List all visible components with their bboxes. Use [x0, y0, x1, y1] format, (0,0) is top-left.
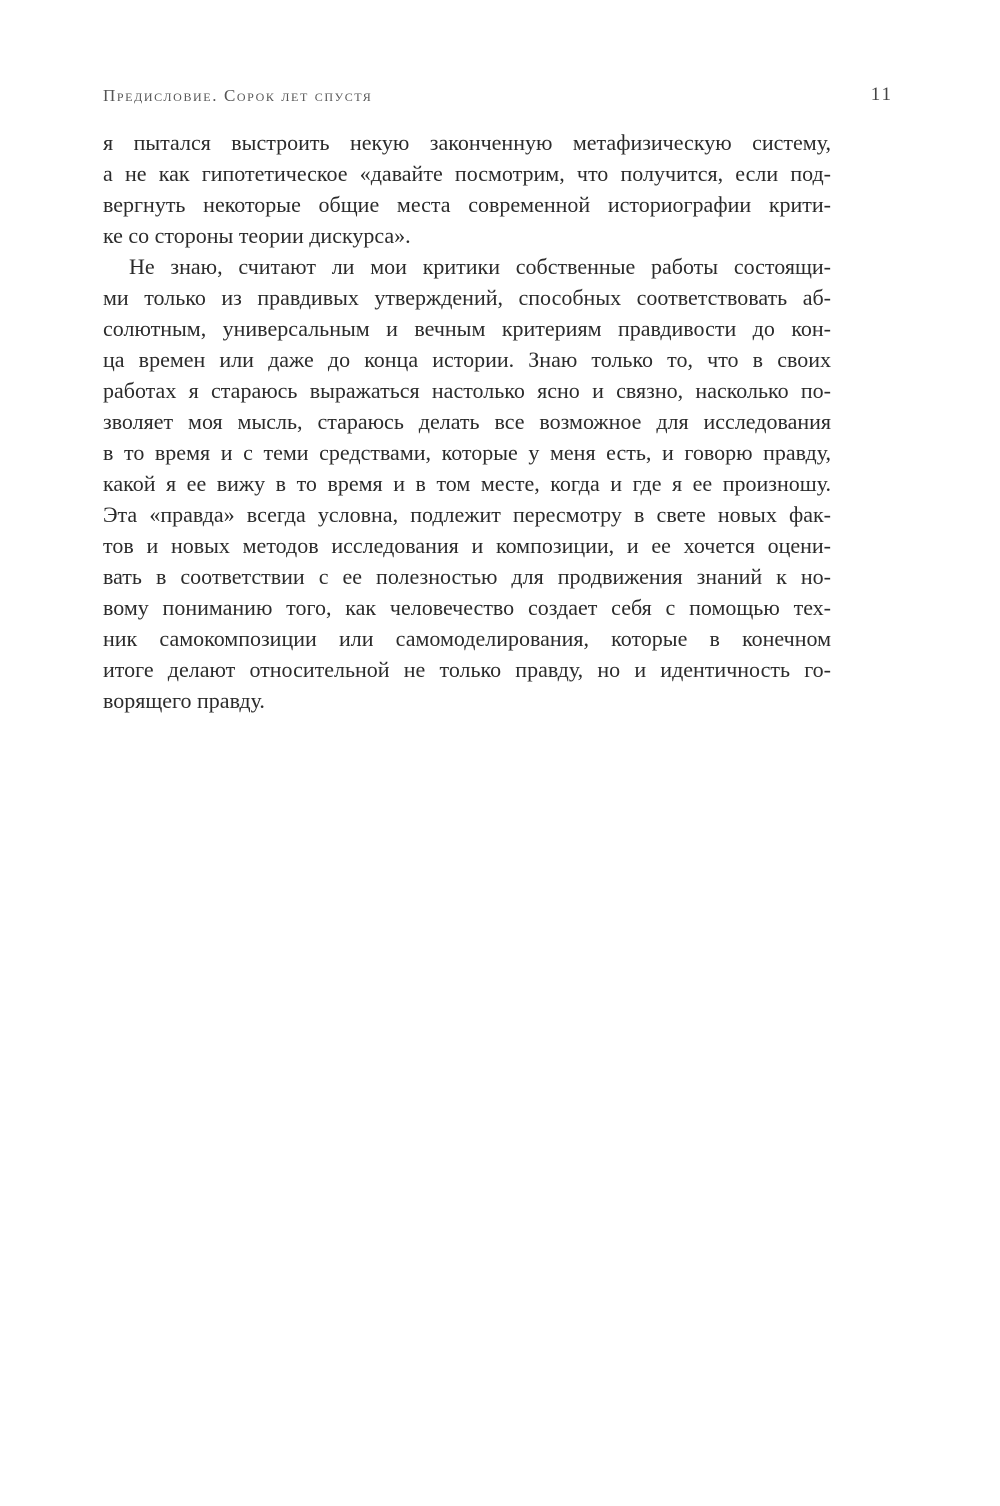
text-line: ворящего правду.	[103, 688, 265, 713]
text-line: зволяет моя мысль, стараюсь делать все возможное для исследования	[103, 409, 831, 434]
text-line: ми только из правдивых утверждений, способных соответствовать аб-	[103, 285, 831, 310]
text-line: итоге делают относительной не только правду, но и идентичность го-	[103, 657, 831, 682]
running-head: Предисловие. Сорок лет спустя	[103, 86, 373, 105]
text-line: а не как гипотетическое «давайте посмотрим, что получится, если под-	[103, 161, 831, 186]
paragraph	[103, 127, 831, 251]
text-line: ца времен или даже до конца истории. Знаю только то, что в своих	[103, 347, 831, 372]
page-number: 11	[870, 84, 893, 105]
paragraph	[103, 251, 831, 716]
text-line: Не знаю, считают ли мои критики собственные работы состоящи-	[129, 254, 831, 279]
text-line: вергнуть некоторые общие места современной историографии крити-	[103, 192, 831, 217]
body-text	[103, 127, 831, 716]
text-line: я пытался выстроить некую законченную метафизическую систему,	[103, 130, 831, 155]
text-line: солютным, универсальным и вечным критериям правдивости до кон-	[103, 316, 831, 341]
text-line: в то время и с теми средствами, которые у меня есть, и говорю правду,	[103, 440, 831, 465]
text-line: вому пониманию того, как человечество создает себя с помощью тех-	[103, 595, 831, 620]
text-line: какой я ее вижу в то время и в том месте, когда и где я ее произношу.	[103, 471, 831, 496]
text-line: тов и новых методов исследования и композиции, и ее хочется оцени-	[103, 533, 831, 558]
text-line: вать в соответствии с ее полезностью для продвижения знаний к но-	[103, 564, 831, 589]
text-line: Эта «правда» всегда условна, подлежит пересмотру в свете новых фак-	[103, 502, 831, 527]
text-line: ке со стороны теории дискурса».	[103, 223, 411, 248]
text-line: ник самокомпозиции или самомоделирования, которые в конечном	[103, 626, 831, 651]
text-line: работах я стараюсь выражаться настолько ясно и связно, насколько по-	[103, 378, 831, 403]
